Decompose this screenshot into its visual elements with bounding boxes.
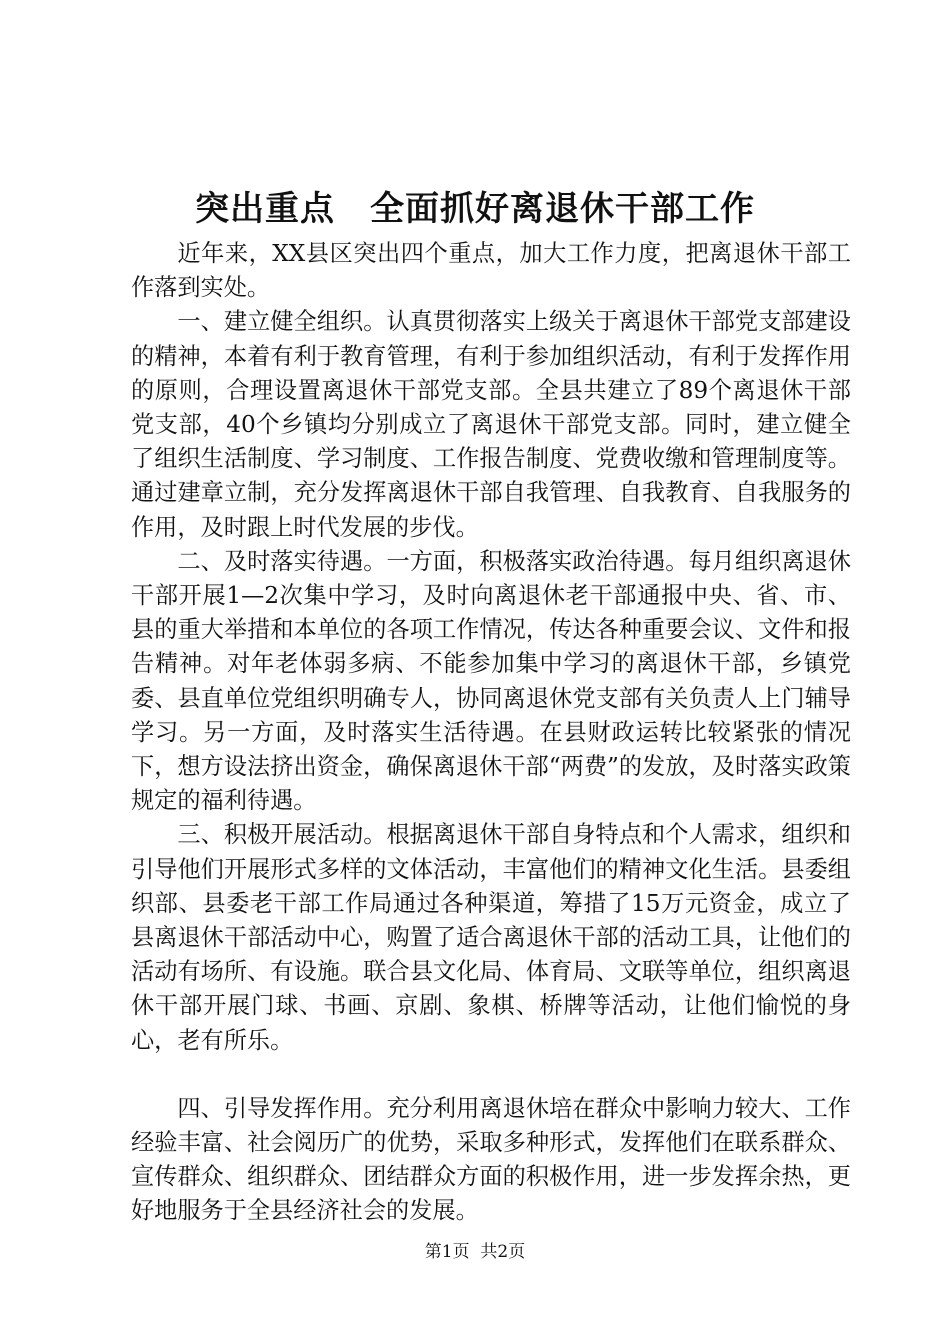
intro-paragraph: 近年来，XX县区突出四个重点，加大工作力度，把离退休干部工作落到实处。 bbox=[131, 240, 851, 302]
section-1-paragraph: 一、建立健全组织。认真贯彻落实上级关于离退休干部党支部建设的精神，本着有利于教育管理，有利于参加组织活动，有利于发挥作用的原则，合理设置离退休干部党支部。全县共建立了89个离退休干部党支部，40个乡镇均分别成立了离退休干部党支部。同时，建立健全了组织生活制度、学习制度、工作报告制度、党费收缴和管理制度等。通过建章立制，充分发挥离退休干部自我管理、自我教育、自我服务的作用，及时跟上时代发展的步伐。 bbox=[131, 308, 851, 541]
section-4-paragraph: 四、引导发挥作用。充分利用离退休培在群众中影响力较大、工作经验丰富、社会阅历广的优势，采取多种形式，发挥他们在联系群众、宣传群众、组织群众、团结群众方面的积极作用，进一步发挥余热，更好地服务于全县经济社会的发展。 bbox=[131, 1094, 851, 1225]
section-2-paragraph: 二、及时落实待遇。一方面，积极落实政治待遇。每月组织离退休干部开展1—2次集中学习，及时向离退休老干部通报中央、省、市、县的重大举措和本单位的各项工作情况，传达各种重要会议、文件和报告精神。对年老体弱多病、不能参加集中学习的离退休干部，乡镇党委、县直单位党组织明确专人，协同离退休党支部有关负责人上门辅导学习。另一方面，及时落实生活待遇。在县财政运转比较紧张的情况下，想方设法挤出资金，确保离退休干部“两费”的发放，及时落实政策规定的福利待遇。 bbox=[131, 547, 851, 815]
document-body bbox=[131, 237, 851, 1229]
page-footer: 第1页 共2页 bbox=[424, 1242, 526, 1262]
document-title: 突出重点 全面抓好离退休干部工作 bbox=[195, 189, 755, 229]
paragraph-spacer bbox=[131, 1058, 851, 1092]
section-3-paragraph: 三、积极开展活动。根据离退休干部自身特点和个人需求，组织和引导他们开展形式多样的文体活动，丰富他们的精神文化生活。县委组织部、县委老干部工作局通过各种渠道，筹措了15万元资金，成立了县离退休干部活动中心，购置了适合离退休干部的活动工具，让他们的活动有场所、有设施。联合县文化局、体育局、文联等单位，组织离退休干部开展门球、书画、京剧、象棋、桥牌等活动，让他们愉悦的身心，老有所乐。 bbox=[131, 821, 851, 1054]
